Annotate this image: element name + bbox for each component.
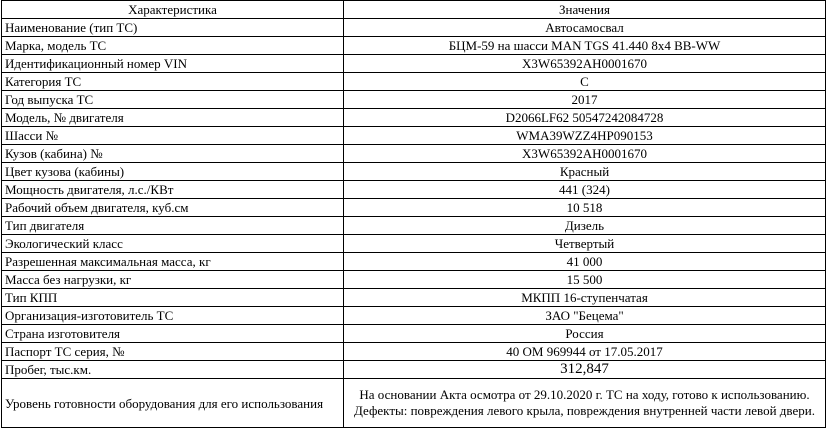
row-value: Дизель [344, 217, 826, 235]
row-value: МКПП 16-ступенчатая [344, 289, 826, 307]
table-row [2, 307, 826, 325]
table-row [2, 19, 826, 37]
row-label: Идентификационный номер VIN [2, 55, 344, 73]
row-value: X3W65392AH0001670 [344, 55, 826, 73]
row-value: На основании Акта осмотра от 29.10.2020 г. ТС на ходу, готово к использованию. Дефекты: повреждения левого крыла, повреждения внутренней части левой двери. [344, 379, 826, 428]
row-value: X3W65392AH0001670 [344, 145, 826, 163]
table-row [2, 289, 826, 307]
row-value: 40 ОМ 969944 от 17.05.2017 [344, 343, 826, 361]
row-label: Рабочий объем двигателя, куб.см [2, 199, 344, 217]
row-label: Паспорт ТС серия, № [2, 343, 344, 361]
row-value: C [344, 73, 826, 91]
row-label: Организация-изготовитель ТС [2, 307, 344, 325]
row-label: Шасси № [2, 127, 344, 145]
row-value: Четвертый [344, 235, 826, 253]
table-row [2, 253, 826, 271]
row-label: Страна изготовителя [2, 325, 344, 343]
table-row [2, 361, 826, 379]
table-row [2, 325, 826, 343]
table-header-row [2, 1, 826, 19]
row-value: Автосамосвал [344, 19, 826, 37]
table-row [2, 271, 826, 289]
row-value: 2017 [344, 91, 826, 109]
table-row [2, 235, 826, 253]
row-label: Год выпуска ТС [2, 91, 344, 109]
row-label: Цвет кузова (кабины) [2, 163, 344, 181]
table-row [2, 37, 826, 55]
row-label: Модель, № двигателя [2, 109, 344, 127]
table-row [2, 217, 826, 235]
row-label: Пробег, тыс.км. [2, 361, 344, 379]
row-label: Масса без нагрузки, кг [2, 271, 344, 289]
table-row [2, 343, 826, 361]
row-value: 10 518 [344, 199, 826, 217]
row-label: Экологический класс [2, 235, 344, 253]
row-label: Уровень готовности оборудования для его использования [2, 379, 344, 428]
row-label: Кузов (кабина) № [2, 145, 344, 163]
row-label: Категория ТС [2, 73, 344, 91]
row-value: БЦМ-59 на шасси MAN TGS 41.440 8x4 BB-WW [344, 37, 826, 55]
row-value: WMA39WZZ4HP090153 [344, 127, 826, 145]
row-label: Наименование (тип ТС) [2, 19, 344, 37]
row-label: Марка, модель ТС [2, 37, 344, 55]
table-row [2, 163, 826, 181]
row-value: Россия [344, 325, 826, 343]
table-row [2, 91, 826, 109]
row-value: 312,847 [344, 361, 826, 379]
table-row [2, 145, 826, 163]
row-label: Мощность двигателя, л.с./КВт [2, 181, 344, 199]
table-row [2, 199, 826, 217]
row-label: Тип КПП [2, 289, 344, 307]
row-value: 15 500 [344, 271, 826, 289]
row-value: D2066LF62 50547242084728 [344, 109, 826, 127]
row-label: Разрешенная максимальная масса, кг [2, 253, 344, 271]
table-row [2, 127, 826, 145]
row-value: 441 (324) [344, 181, 826, 199]
row-value: 41 000 [344, 253, 826, 271]
table-row [2, 379, 826, 428]
row-value: Красный [344, 163, 826, 181]
row-label: Тип двигателя [2, 217, 344, 235]
table-row [2, 73, 826, 91]
vehicle-spec-table [1, 0, 826, 428]
row-value: ЗАО "Бецема" [344, 307, 826, 325]
table-row [2, 55, 826, 73]
table-row [2, 181, 826, 199]
table-row [2, 109, 826, 127]
header-values: Значения [344, 1, 826, 19]
header-characteristic: Характеристика [2, 1, 344, 19]
